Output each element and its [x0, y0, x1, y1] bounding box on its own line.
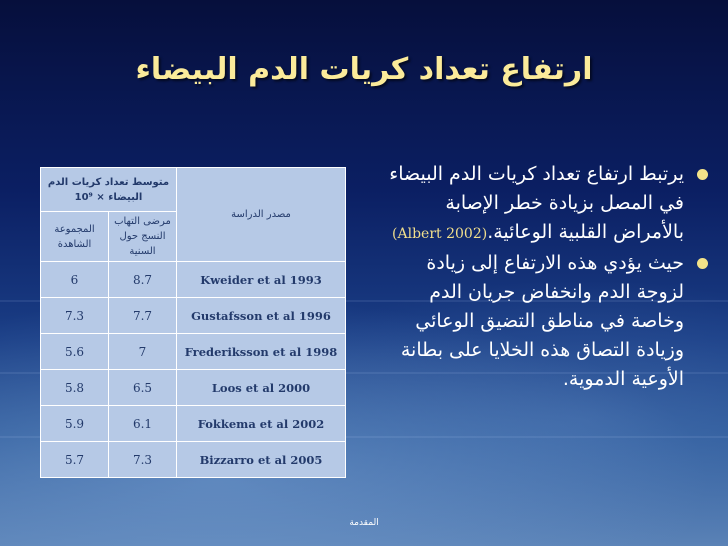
- cell-patients: 6.5: [109, 370, 177, 406]
- cell-control: 6: [41, 262, 109, 298]
- cell-control: 5.6: [41, 334, 109, 370]
- cell-study: Fokkema et al 2002: [177, 406, 346, 442]
- citation: (Albert 2002): [392, 226, 488, 242]
- table-row: [41, 370, 346, 406]
- bullet-line: وخاصة في مناطق التضيق الوعائي: [415, 310, 684, 332]
- cell-patients: 7.3: [109, 442, 177, 478]
- bullet-dot-icon: [697, 169, 708, 180]
- bullet-item: [345, 249, 710, 394]
- cell-patients: 7: [109, 334, 177, 370]
- cell-study: Kweider et al 1993: [177, 262, 346, 298]
- cell-study: Bizzarro et al 2005: [177, 442, 346, 478]
- bullet-item: [345, 160, 710, 249]
- header-patients-group: مرضى التهاب النسج حول السنية: [109, 212, 177, 262]
- bullet-line: وزيادة التصاق هذه الخلايا على بطانة: [400, 339, 684, 361]
- bullet-line: يرتبط ارتفاع تعداد كريات الدم البيضاء: [389, 163, 684, 185]
- header-study-source: مصدر الدراسة: [177, 168, 346, 262]
- cell-control: 5.8: [41, 370, 109, 406]
- header-control-group: المجموعة الشاهدة: [41, 212, 109, 262]
- cell-control: 5.9: [41, 406, 109, 442]
- bullet-list: [345, 160, 710, 394]
- cell-study: Loos et al 2000: [177, 370, 346, 406]
- cell-study: Frederiksson et al 1998: [177, 334, 346, 370]
- slide-footer: المقدمة: [349, 518, 379, 528]
- bullet-dot-icon: [697, 258, 708, 269]
- table-row: [41, 262, 346, 298]
- bullet-text: بالأمراض القلبية الوعائية.: [487, 221, 684, 243]
- cell-patients: 8.7: [109, 262, 177, 298]
- bullet-line: [345, 218, 684, 249]
- cell-study: Gustafsson et al 1996: [177, 298, 346, 334]
- cell-patients: 7.7: [109, 298, 177, 334]
- table-row: [41, 406, 346, 442]
- table-row: [41, 442, 346, 478]
- header-average-count: متوسط تعداد كريات الدم البيضاء × 10⁹: [41, 168, 177, 212]
- table-row: [41, 298, 346, 334]
- bullet-line: حيث يؤدي هذه الارتفاع إلى زيادة: [426, 252, 684, 274]
- study-table: [40, 167, 346, 478]
- cell-control: 5.7: [41, 442, 109, 478]
- table-row: [41, 334, 346, 370]
- bullet-line: في المصل بزيادة خطر الإصابة: [445, 192, 684, 214]
- cell-patients: 6.1: [109, 406, 177, 442]
- bullet-line: لزوجة الدم وانخفاض جريان الدم: [429, 281, 684, 303]
- slide-title: ارتفاع تعداد كريات الدم البيضاء: [135, 52, 593, 87]
- cell-control: 7.3: [41, 298, 109, 334]
- bullet-line: الأوعية الدموية.: [562, 368, 684, 390]
